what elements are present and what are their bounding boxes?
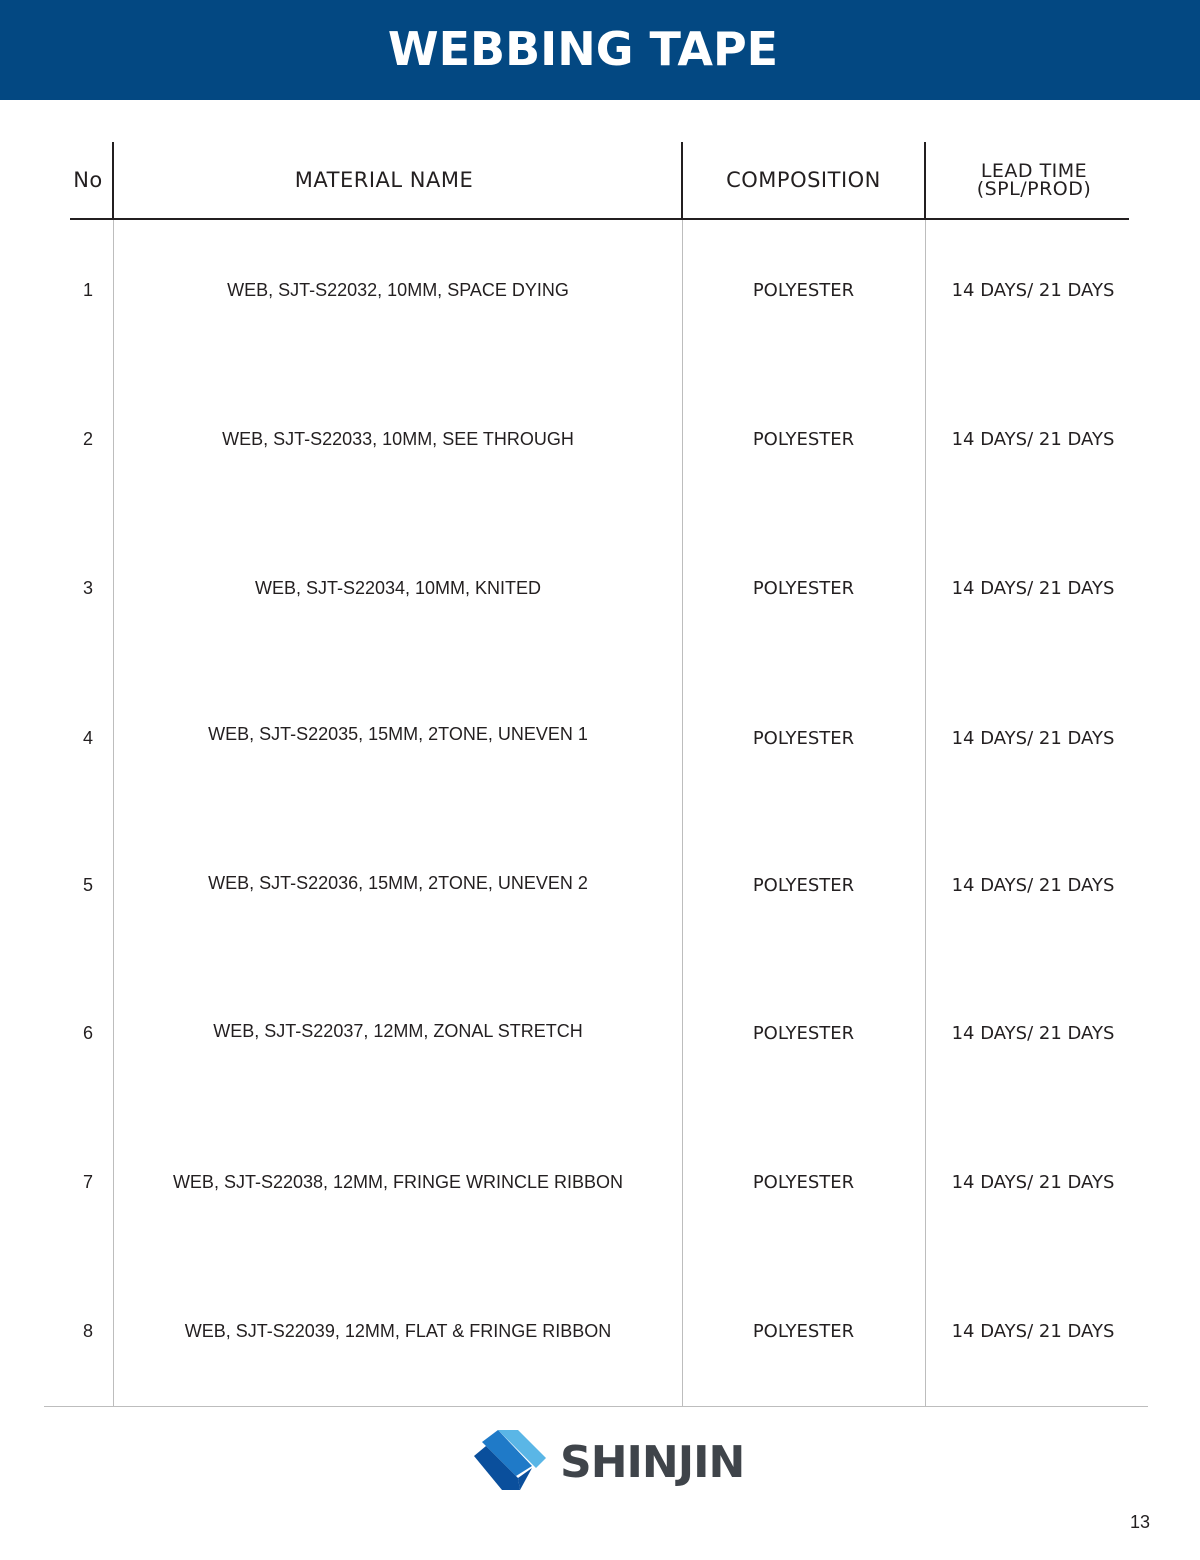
cell-no: 7 bbox=[82, 1171, 93, 1192]
cell-no: 8 bbox=[82, 1320, 93, 1341]
page-number: 13 bbox=[1130, 1512, 1151, 1532]
header-lead-time-line2: (SPL/PROD) bbox=[976, 178, 1092, 200]
table-row bbox=[0, 957, 1200, 1105]
cell-no: 6 bbox=[82, 1022, 93, 1043]
cell-no: 4 bbox=[82, 727, 93, 748]
cell-composition: POLYESTER bbox=[752, 279, 855, 301]
cell-lead-time: 14 DAYS/ 21 DAYS bbox=[951, 874, 1115, 896]
header-divider bbox=[112, 142, 114, 220]
cell-material-name: WEB, SJT-S22033, 10MM, SEE THROUGH bbox=[222, 428, 574, 449]
cell-material-name: WEB, SJT-S22038, 12MM, FRINGE WRINCLE RIBBON bbox=[172, 1171, 624, 1192]
cell-no: 1 bbox=[82, 279, 93, 300]
cell-composition: POLYESTER bbox=[752, 1320, 855, 1342]
cell-lead-time: 14 DAYS/ 21 DAYS bbox=[951, 727, 1115, 749]
cell-material-name: WEB, SJT-S22037, 12MM, ZONAL STRETCH bbox=[213, 1020, 583, 1041]
cell-composition: POLYESTER bbox=[752, 874, 855, 896]
header-divider bbox=[681, 142, 683, 220]
cell-no: 3 bbox=[82, 577, 93, 598]
table-row bbox=[0, 660, 1200, 808]
cell-lead-time: 14 DAYS/ 21 DAYS bbox=[951, 1171, 1115, 1193]
cell-material-name: WEB, SJT-S22035, 15MM, 2TONE, UNEVEN 1 bbox=[208, 723, 588, 744]
cell-lead-time: 14 DAYS/ 21 DAYS bbox=[951, 279, 1115, 301]
page-title: WEBBING TAPE bbox=[387, 22, 779, 76]
shinjin-logo bbox=[472, 1428, 792, 1498]
table-row bbox=[0, 365, 1200, 513]
cell-lead-time: 14 DAYS/ 21 DAYS bbox=[951, 577, 1115, 599]
header-lead-time bbox=[926, 142, 1142, 218]
table-row bbox=[0, 216, 1200, 364]
header-composition: COMPOSITION bbox=[726, 168, 881, 192]
cell-no: 5 bbox=[82, 874, 93, 895]
cell-composition: POLYESTER bbox=[752, 1171, 855, 1193]
cell-no: 2 bbox=[82, 428, 93, 449]
cell-composition: POLYESTER bbox=[752, 727, 855, 749]
logo-wordmark: SHINJIN bbox=[560, 1437, 745, 1488]
table-row bbox=[0, 1108, 1200, 1256]
cell-composition: POLYESTER bbox=[752, 428, 855, 450]
cell-composition: POLYESTER bbox=[752, 1022, 855, 1044]
title-banner bbox=[0, 0, 1200, 100]
cell-material-name: WEB, SJT-S22032, 10MM, SPACE DYING bbox=[227, 279, 569, 300]
table-row bbox=[0, 514, 1200, 662]
cell-lead-time: 14 DAYS/ 21 DAYS bbox=[951, 428, 1115, 450]
table-row bbox=[0, 809, 1200, 957]
cell-lead-time: 14 DAYS/ 21 DAYS bbox=[951, 1022, 1115, 1044]
cell-material-name: WEB, SJT-S22039, 12MM, FLAT & FRINGE RIBBON bbox=[184, 1320, 612, 1341]
table-row bbox=[0, 1257, 1200, 1405]
cell-material-name: WEB, SJT-S22034, 10MM, KNITED bbox=[254, 577, 542, 598]
shinjin-logo-icon bbox=[472, 1428, 550, 1498]
header-lead-time-line1: LEAD TIME bbox=[980, 160, 1088, 182]
cell-composition: POLYESTER bbox=[752, 577, 855, 599]
table-bottom-line bbox=[44, 1406, 1148, 1407]
header-divider bbox=[924, 142, 926, 220]
cell-material-name: WEB, SJT-S22036, 15MM, 2TONE, UNEVEN 2 bbox=[208, 872, 588, 893]
header-no: No bbox=[73, 168, 103, 192]
header-material-name: MATERIAL NAME bbox=[294, 168, 474, 192]
cell-lead-time: 14 DAYS/ 21 DAYS bbox=[951, 1320, 1115, 1342]
